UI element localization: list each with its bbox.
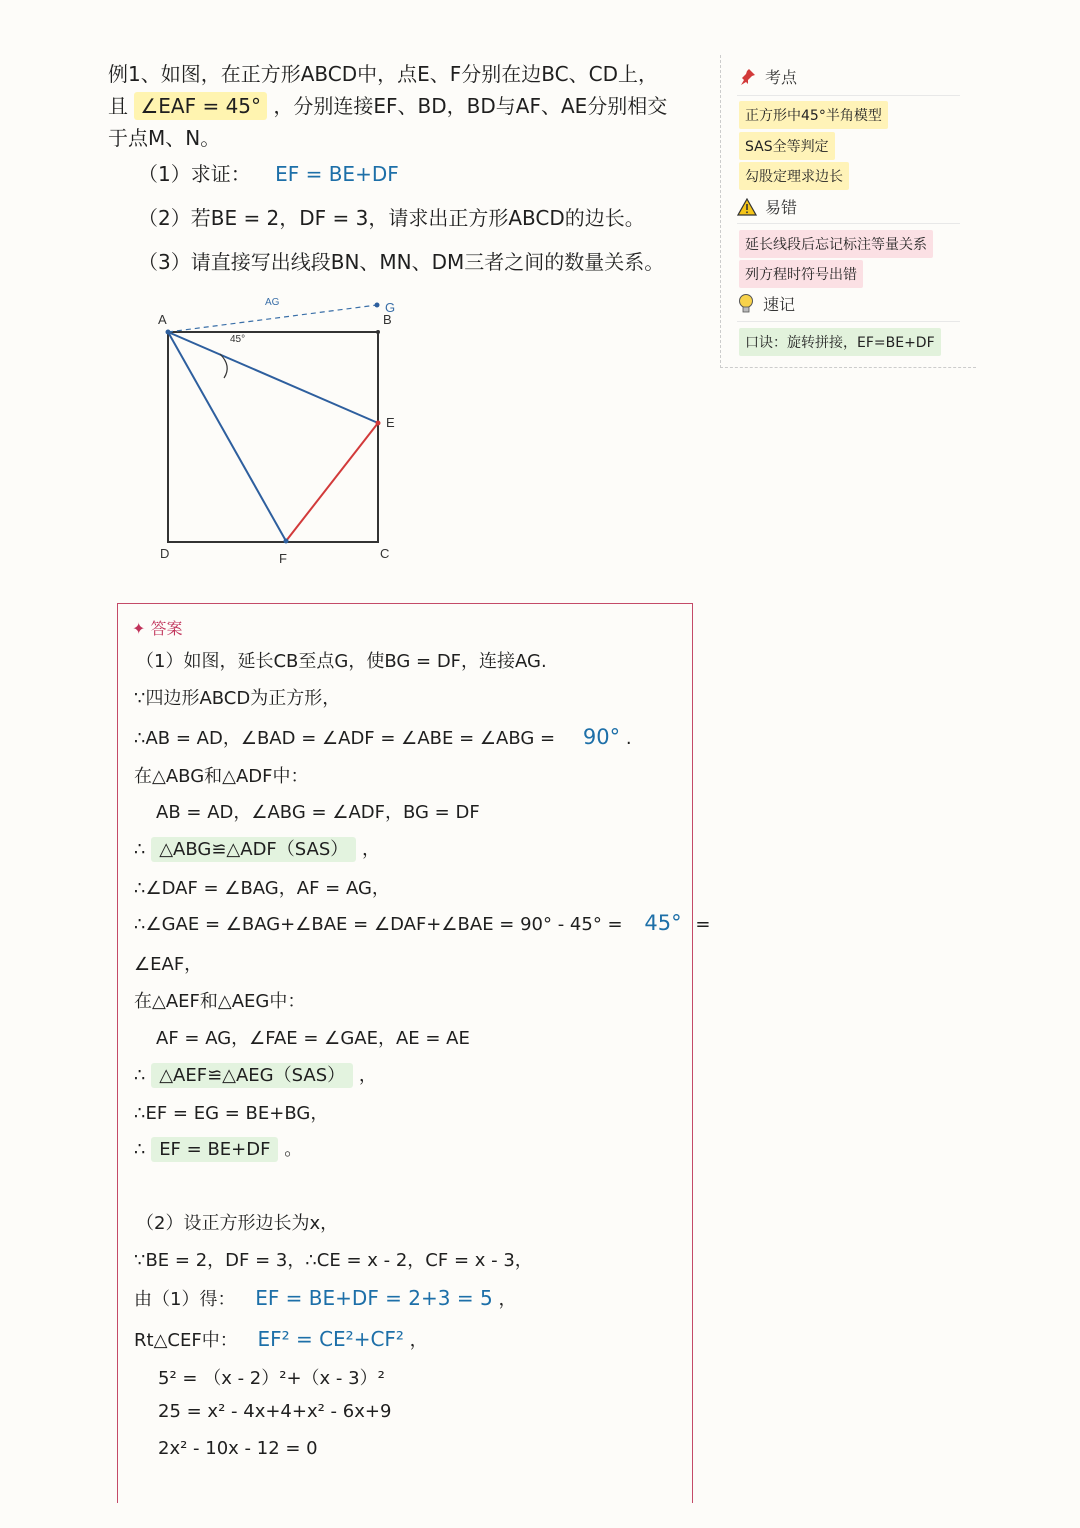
answer-line: ∵BE = 2，DF = 3，∴CE = x - 2，CF = x - 3， [134,1250,533,1271]
label-b: B [383,312,392,327]
label-e: E [386,415,395,430]
section-key-points-title: 考点 [765,68,798,87]
answer-line: 在△AEF和△AEG中： [134,991,306,1012]
answer-line [134,724,632,750]
notes-sidebar [720,55,976,368]
answer-line-text: ∴∠GAE = ∠BAG+∠BAE = ∠DAF+∠BAE = 90° - 45° = [134,914,623,935]
sparkle-icon: ✦ [132,619,146,638]
answer-line: （2）设正方形边长为x， [136,1213,339,1234]
question-part-3: （3）请直接写出线段BN、MN、DM三者之间的数量关系。 [138,250,665,274]
answer-line-text: = [695,914,711,935]
answer-line-text: Rt△CEF中： [134,1330,238,1351]
answer-line [134,1326,428,1352]
label-a: A [158,312,167,327]
question-line-3: 于点M、N。 [108,126,221,150]
angle-condition-highlight: ∠EAF = 45° [134,92,267,120]
label-c: C [380,546,390,561]
answer-line [134,1285,516,1311]
answer-line: 2x² - 10x - 12 = 0 [158,1438,318,1459]
congruence-highlight-1: △ABG≌△ADF（SAS） [151,837,356,862]
ef-value: EF = BE+DF = 2+3 = 5 [255,1286,493,1310]
congruence-highlight-2: △AEF≌△AEG（SAS） [151,1063,353,1088]
section-pitfalls-header [737,195,797,218]
tag-key-point-2: SAS全等判定 [739,132,835,160]
answer-line-text: 由（1）得： [134,1289,236,1310]
divider [737,321,960,322]
answer-line: 5² = （x - 2）²+（x - 3）² [158,1368,385,1389]
section-pitfalls-title: 易错 [765,198,798,217]
answer-line-text: ， [362,839,381,860]
question-line-2-pre: 且 [108,94,128,118]
label-d: D [160,546,170,561]
answer-line-text: ∴AB = AD，∠BAD = ∠ADF = ∠ABE = ∠ABG = [134,728,556,749]
label-f: F [279,551,287,566]
tag-key-point-1: 正方形中45°半角模型 [739,101,888,129]
part-1-claim: EF = BE+DF [275,162,399,186]
answer-line: AF = AG，∠FAE = ∠GAE，AE = AE [156,1028,470,1049]
answer-line-text: ∴ [134,839,146,860]
label-angle-45: 45° [230,334,246,345]
segment-ae [168,332,378,423]
question-line-1: 例1、如图，在正方形ABCD中，点E、F分别在边BC、CD上， [108,62,658,86]
question-part-2: （2）若BE = 2，DF = 3，请求出正方形ABCD的边长。 [138,206,645,230]
answer-line: 25 = x² - 4x+4+x² - 6x+9 [158,1401,392,1422]
answer-line [134,1061,377,1087]
question-line-2 [108,90,667,119]
answer-line: AB = AD，∠ABG = ∠ADF，BG = DF [156,802,480,823]
answer-line: ∠EAF， [134,954,203,975]
answer-line-text: 。 [284,1139,303,1160]
answer-line: ∵四边形ABCD为正方形， [134,688,341,709]
section-key-points-header [737,65,797,88]
label-ag: AG [265,297,280,308]
point-e [376,421,381,426]
section-mnemonic-header [737,292,795,315]
answer-line [134,911,710,935]
answer-line-text: ， [498,1289,517,1310]
answer-line-text: ， [409,1330,428,1351]
segment-ag [168,305,377,332]
tag-key-point-3: 勾股定理求边长 [739,162,849,190]
divider [737,223,960,224]
answer-value-90: 90° [582,725,621,749]
tag-pitfall-2: 列方程时符号出错 [739,260,863,288]
answer-line [134,1135,302,1161]
square-abcd [168,332,378,542]
segment-af [168,332,286,541]
pushpin-icon [737,67,757,87]
answer-line-text: ， [358,1065,377,1086]
label-g: G [385,300,396,315]
lightbulb-icon [737,293,755,315]
divider [737,95,960,96]
segment-ef [286,423,378,541]
answer-line: （1）如图，延长CB至点G，使BG = DF，连接AG. [136,651,547,672]
answer-line-text: ∴ [134,1139,146,1160]
section-mnemonic-title: 速记 [763,295,796,314]
tag-mnemonic: 口诀：旋转拼接，EF=BE+DF [739,328,941,356]
warning-icon [737,198,757,216]
pythagorean-equation: EF² = CE²+CF² [257,1327,404,1351]
answer-line-text: . [625,728,632,749]
answer-title: 答案 [150,619,183,638]
answer-line [134,835,380,861]
point-a [166,330,171,335]
point-f [284,539,289,544]
answer-line: ∴∠DAF = ∠BAG，AF = AG， [134,878,390,899]
answer-header [132,616,183,639]
conclusion-highlight: EF = BE+DF [151,1137,278,1162]
answer-line: ∴EF = EG = BE+BG， [134,1103,329,1124]
answer-line: 在△ABG和△ADF中： [134,766,309,787]
question-part-1 [138,158,399,187]
geometry-figure [140,290,420,580]
answer-line-text: ∴ [134,1065,146,1086]
part-1-label: （1）求证： [138,162,251,186]
question-line-2-post: ，分别连接EF、BD，BD与AF、AE分别相交 [273,94,668,118]
tag-pitfall-1: 延长线段后忘记标注等量关系 [739,230,933,258]
answer-value-45: 45° [644,911,682,935]
point-b [376,330,380,334]
point-g [375,303,380,308]
answer-box [117,603,711,1503]
